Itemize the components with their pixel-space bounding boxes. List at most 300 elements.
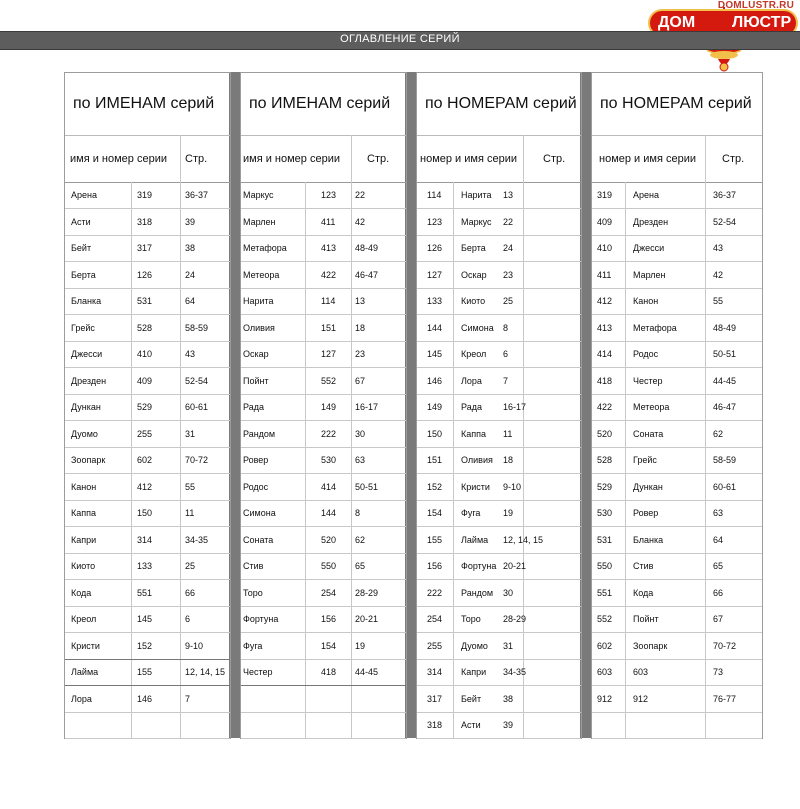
second-cell: 602 [137,455,153,465]
first-cell: Торо [243,587,263,598]
page-cell: 6 [185,614,191,624]
table-row [417,368,581,395]
table-row [417,712,581,739]
table-row [65,209,230,236]
first-cell: 144 [427,322,443,333]
page-cell: 44-45 [713,375,737,386]
page-cell: 34-35 [185,534,209,545]
table-row [592,368,762,395]
page-cell: 28-29 [503,614,527,624]
table-row [592,474,762,501]
table-row [241,606,406,633]
second-cell: Стив [633,561,654,571]
table-row [592,341,762,368]
column-header-page: Стр. [367,153,390,165]
second-cell: Канон [633,296,659,306]
first-cell: Дуомо [71,428,98,439]
page-cell: 18 [355,322,366,333]
page-cell: 58-59 [185,322,209,333]
page-cell: 30 [503,587,514,598]
second-cell: Зоопарк [633,640,668,651]
table-row [65,500,230,527]
page-cell: 19 [355,640,366,651]
second-cell: Арена [633,190,659,200]
table-row [592,527,762,554]
page-cell: 46-47 [713,402,737,412]
first-cell: 413 [597,322,613,333]
second-cell: Джесси [633,243,665,253]
page-cell: 11 [503,428,513,439]
first-cell: 254 [427,614,443,624]
second-cell: Кода [633,587,654,598]
first-cell: Честер [243,667,273,677]
page-cell: 67 [713,614,724,624]
page-cell: 76-77 [713,693,737,704]
table-row [65,606,230,633]
second-cell: Торо [461,614,481,624]
logo-word-1: ДОМ [658,14,696,31]
table-row [417,633,581,660]
first-cell: Ровер [243,455,269,465]
first-cell: 551 [597,587,613,598]
column-header-series: номер и имя серии [599,153,696,165]
first-cell: 528 [597,455,613,465]
second-cell: 114 [321,296,336,306]
table-row [592,447,762,474]
second-cell: 151 [321,322,337,333]
second-cell: Ровер [633,508,659,518]
table-row [65,262,230,289]
table-row [65,235,230,262]
table-row [241,315,406,342]
table-row [241,235,406,262]
first-cell: 414 [597,349,613,359]
table-row [241,553,406,580]
second-cell: Бланка [633,534,664,545]
column-divider [180,135,181,182]
page-cell: 22 [503,216,514,227]
column-divider [351,135,352,182]
table-row [241,712,406,739]
table-title-cell [241,73,406,136]
first-cell: 318 [427,720,443,730]
page-cell: 9-10 [185,640,204,651]
table-row [592,500,762,527]
table-row [65,394,230,421]
table-row [241,209,406,236]
table-row [592,315,762,342]
table-row [592,659,762,686]
page-cell: 50-51 [355,481,379,492]
table-row [592,553,762,580]
first-cell: 145 [427,349,443,359]
column-header-row [241,135,406,183]
table-row [241,447,406,474]
table-row [592,394,762,421]
table-row [241,580,406,607]
first-cell: Кода [71,587,92,598]
page-cell: 64 [713,534,724,545]
first-cell: 150 [427,428,443,439]
second-cell: 314 [137,534,153,545]
table-row [65,553,230,580]
second-cell: 413 [321,243,337,253]
page-cell: 13 [503,190,514,200]
table-row [241,341,406,368]
second-cell: 550 [321,561,337,571]
first-cell: 530 [597,508,613,518]
page-cell: 55 [185,481,196,492]
second-cell: Киото [461,296,486,306]
second-cell: 414 [321,481,337,492]
table-row [241,288,406,315]
page-cell: 24 [503,243,514,253]
page-cell: 66 [185,587,196,598]
first-cell: Зоопарк [71,455,106,465]
second-cell: 126 [137,269,153,280]
first-cell: 126 [427,243,443,253]
first-cell: 255 [427,640,443,651]
page-cell: 6 [503,349,509,359]
page-cell: 64 [185,296,196,306]
second-cell: 133 [137,561,153,571]
first-cell: 314 [427,667,443,677]
second-cell: 912 [633,693,649,704]
page-cell: 42 [713,269,724,280]
first-cell: Берта [71,269,96,280]
page-cell: 52-54 [185,375,209,386]
table-row [417,288,581,315]
second-cell: Марлен [633,269,666,280]
first-cell: 156 [427,561,443,571]
page-cell: 48-49 [713,322,737,333]
second-cell: Бейт [461,693,482,704]
table-row [417,659,581,686]
second-cell: 422 [321,269,337,280]
table-row [241,659,406,686]
first-cell: 152 [427,481,443,492]
table-row [417,421,581,448]
table-row [65,447,230,474]
page-cell: 34-35 [503,667,527,677]
second-cell: Капри [461,667,487,677]
first-cell: Фортуна [243,614,279,624]
table-row [417,553,581,580]
page-cell: 30 [355,428,366,439]
first-cell: Киото [71,561,96,571]
second-cell: Берта [461,243,486,253]
table-row [65,686,230,713]
page-cell: 9-10 [503,481,522,492]
first-cell: Креол [71,614,97,624]
table-row [241,262,406,289]
page-cell: 36-37 [185,190,209,200]
first-cell: 222 [427,587,443,598]
first-cell: 410 [597,243,613,253]
page-cell: 43 [713,243,724,253]
first-cell: Марлен [243,216,276,227]
second-cell: Каппа [461,428,487,439]
table-row [241,182,406,209]
table-row [65,421,230,448]
first-cell: Дрезден [71,375,107,386]
first-cell: Грейс [71,322,95,333]
series-index-table [591,72,763,739]
second-cell: 319 [137,190,153,200]
second-cell: Лора [461,375,482,386]
table-row [592,580,762,607]
table-row [592,633,762,660]
table-title: по ИМЕНАМ серий [249,95,391,112]
page-cell: 18 [503,455,514,465]
page-cell: 42 [355,216,366,227]
table-row [241,474,406,501]
table-title: по ИМЕНАМ серий [73,95,215,112]
table-row [592,235,762,262]
second-cell: 529 [137,402,153,412]
second-cell: Нарита [461,190,492,200]
page-cell: 11 [185,508,195,518]
second-cell: 145 [137,614,153,624]
page-cell: 70-72 [185,455,209,465]
page-cell: 63 [713,508,724,518]
page-cell: 62 [355,534,366,545]
page-cell: 20-21 [503,561,527,571]
table-row [417,262,581,289]
site-url[interactable]: DOMLUSTR.RU [717,0,794,11]
second-cell: Лайма [461,534,489,545]
page-cell: 8 [355,508,361,518]
second-cell: 412 [137,481,153,492]
table-row [417,447,581,474]
table-row [417,500,581,527]
table-title-cell [417,73,581,136]
second-cell: Дуомо [461,640,488,651]
first-cell: 418 [597,375,613,386]
second-cell: 552 [321,375,337,386]
page-cell: 46-47 [355,269,379,280]
table-row [417,527,581,554]
second-cell: Метафора [633,322,677,333]
table-row [65,368,230,395]
column-header-page: Стр. [185,153,208,165]
second-cell: 528 [137,322,153,333]
column-header-page: Стр. [543,153,566,165]
page-cell: 19 [503,508,514,518]
first-cell: Метеора [243,269,280,280]
second-cell: Маркус [461,216,492,227]
page-cell: 36-37 [713,190,737,200]
page-cell: 24 [185,269,196,280]
second-cell: 410 [137,349,153,359]
page-cell: 23 [355,349,366,359]
table-row [592,262,762,289]
second-cell: Оливия [461,455,493,465]
first-cell: Маркус [243,190,274,200]
page-cell: 16-17 [503,402,527,412]
title-banner [0,31,800,50]
first-cell: 409 [597,216,613,227]
column-header-series: номер и имя серии [420,153,517,165]
page-cell: 60-61 [713,481,737,492]
first-cell: 155 [427,534,443,545]
table-row [241,633,406,660]
second-cell: Креол [461,349,487,359]
table-row [65,633,230,660]
first-cell: Дункан [71,402,101,412]
page-cell: 25 [185,561,196,571]
page-cell: 38 [185,243,196,253]
first-cell: Фуга [243,640,263,651]
second-cell: 603 [633,667,649,677]
page-cell: 44-45 [355,667,379,677]
column-divider [705,135,706,182]
column-header-series: имя и номер серии [70,153,167,165]
page-cell: 62 [713,428,724,439]
second-cell: Метеора [633,402,670,412]
first-cell: Рандом [243,428,276,439]
first-cell: 411 [597,269,612,280]
second-cell: 149 [321,402,337,412]
second-cell: Фуга [461,508,481,518]
first-cell: Метафора [243,243,287,253]
first-cell: 154 [427,508,443,518]
first-cell: Нарита [243,296,274,306]
first-cell: Симона [243,508,276,518]
page-cell: 65 [713,561,724,571]
table-row [417,606,581,633]
table-row [65,580,230,607]
first-cell: Кристи [71,640,100,651]
table-row [241,421,406,448]
first-cell: Капри [71,534,97,545]
page-cell: 67 [355,375,366,386]
second-cell: 530 [321,455,337,465]
first-cell: 133 [427,296,443,306]
table-row [65,341,230,368]
page-cell: 60-61 [185,402,209,412]
first-cell: Оскар [243,349,269,359]
first-cell: 552 [597,614,613,624]
second-cell: Симона [461,322,494,333]
first-cell: Лайма [71,667,99,677]
first-cell: 146 [427,375,443,386]
column-header-row [417,135,581,183]
table-row [592,209,762,236]
page-cell: 48-49 [355,243,379,253]
page-cell: 13 [355,296,366,306]
second-cell: 156 [321,614,337,624]
first-cell: 550 [597,561,613,571]
page-cell: 38 [503,693,514,704]
first-cell: Канон [71,481,97,492]
page-cell: 8 [503,322,509,333]
second-cell: Пойнт [633,614,659,624]
first-cell: Бейт [71,243,92,253]
second-cell: 418 [321,667,337,677]
table-row [65,712,230,739]
table-row [592,421,762,448]
second-cell: 155 [137,667,153,677]
second-cell: 222 [321,428,337,439]
first-cell: Лора [71,693,92,704]
page-cell: 22 [355,190,366,200]
page-cell: 12, 14, 15 [503,534,544,545]
column-header-row [592,135,762,183]
first-cell: 422 [597,402,613,412]
second-cell: Дункан [633,481,663,492]
table-row [241,686,406,713]
page-cell: 43 [185,349,196,359]
column-divider [523,135,524,182]
second-cell: Рада [461,402,482,412]
first-cell: 529 [597,481,613,492]
second-cell: 152 [137,640,153,651]
page-cell: 70-72 [713,640,737,651]
page-cell: 39 [503,720,514,730]
second-cell: 409 [137,375,153,386]
second-cell: 144 [321,508,337,518]
first-cell: 531 [597,534,613,545]
page-cell: 58-59 [713,455,737,465]
second-cell: Оскар [461,269,487,280]
first-cell: 151 [427,455,443,465]
page-cell: 25 [503,296,514,306]
table-row [417,580,581,607]
table-title-cell [65,73,230,136]
table-row [417,394,581,421]
table-row [592,606,762,633]
page-cell: 7 [503,375,509,386]
table-row [592,182,762,209]
page-cell: 50-51 [713,349,737,359]
table-row [241,394,406,421]
first-cell: 123 [427,216,443,227]
first-cell: Оливия [243,322,275,333]
column-header-row [65,135,230,183]
table-row [241,527,406,554]
second-cell: 317 [137,243,153,253]
page-cell: 28-29 [355,587,379,598]
second-cell: 254 [321,587,337,598]
first-cell: Пойнт [243,375,269,386]
first-cell: Асти [71,216,91,227]
second-cell: 150 [137,508,153,518]
table-row [417,209,581,236]
first-cell: 319 [597,190,613,200]
series-index-table [240,72,407,739]
second-cell: 146 [137,693,153,704]
table-row [65,315,230,342]
page-cell: 31 [503,640,514,651]
table-row [65,474,230,501]
page-cell: 65 [355,561,366,571]
first-cell: Родос [243,481,269,492]
first-cell: Каппа [71,508,97,518]
second-cell: Фортуна [461,561,497,571]
first-cell: Рада [243,402,264,412]
first-cell: 114 [427,190,442,200]
table-row [241,500,406,527]
series-index-table [416,72,582,739]
second-cell: 411 [321,216,336,227]
first-cell: Арена [71,190,97,200]
table-row [417,315,581,342]
second-cell: Грейс [633,455,657,465]
first-cell: 317 [427,693,443,704]
column-header-series: имя и номер серии [243,153,340,165]
page-cell: 20-21 [355,614,379,624]
